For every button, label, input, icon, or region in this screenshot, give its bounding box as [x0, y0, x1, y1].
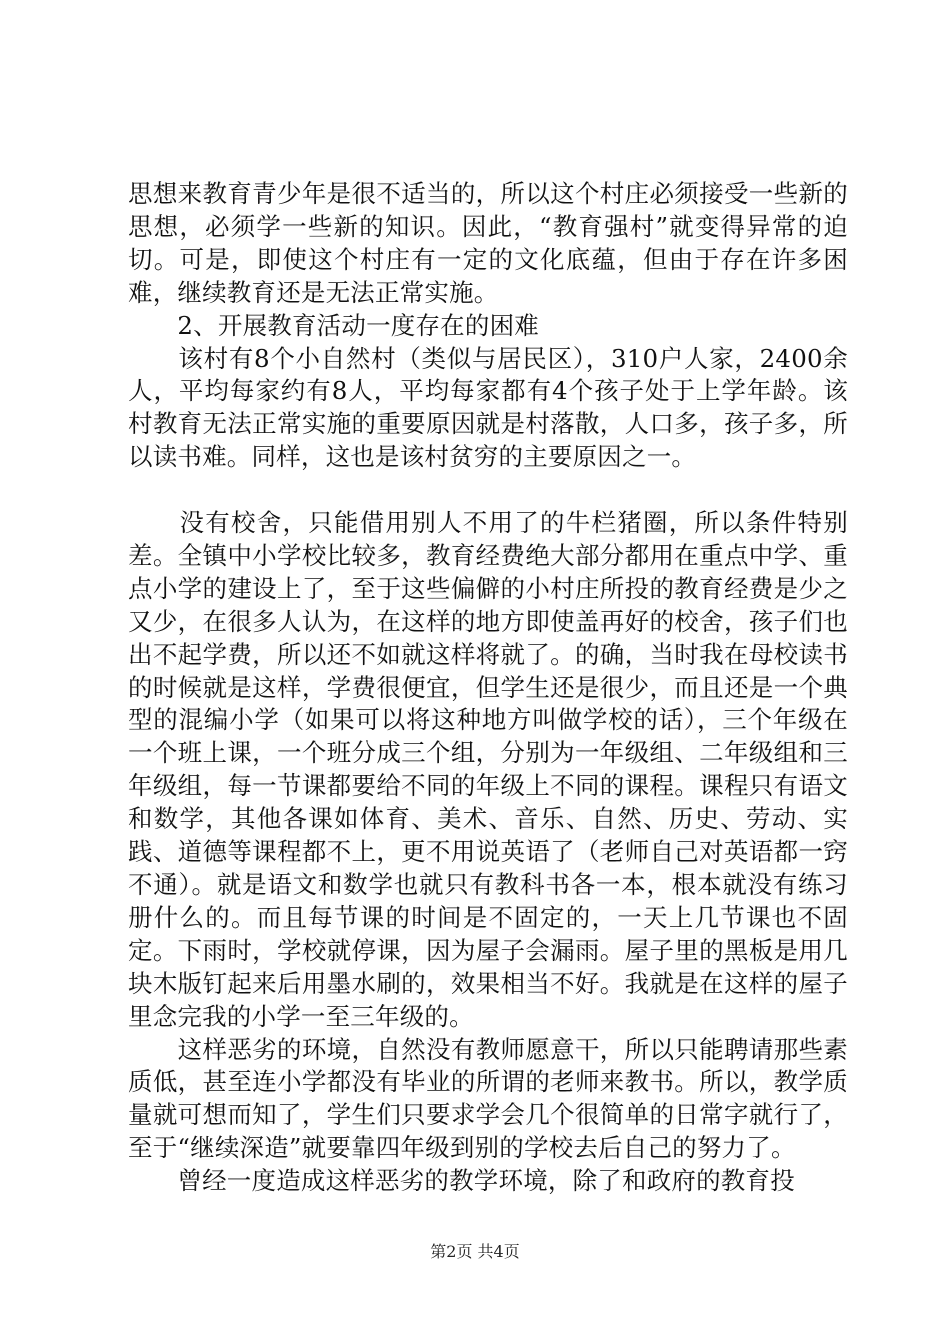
paragraph-3: 该村有8个小自然村（类似与居民区），310户人家，2400余人，平均每家约有8人，平均每家都有4个孩子处于上学年龄。该村教育无法正常实施的重要原因就是村落散，人口多，孩子多，所以读书难。同样，这也是该村贫穷的主要原因之一。	[128, 343, 848, 472]
paragraph-1: 思想来教育青少年是很不适当的，所以这个村庄必须接受一些新的思想，必须学一些新的知识。因此，“教育强村”就变得异常的迫切。可是，即使这个村庄有一定的文化底蕴，但由于存在许多困难，继续教育还是无法正常实施。	[128, 179, 848, 307]
paragraph-2-heading: 2、开展教育活动一度存在的困难	[128, 310, 539, 340]
document-body	[128, 178, 848, 1198]
paragraph-5: 这样恶劣的环境，自然没有教师愿意干，所以只能聘请那些素质低，甚至连小学都没有毕业的所谓的老师来教书。所以，教学质量就可想而知了，学生们只要求学会几个很简单的日常字就行了，至于“继续深造”就要靠四年级到别的学校去后自己的努力了。	[128, 1034, 848, 1163]
paragraph-6: 曾经一度造成这样恶劣的教学环境，除了和政府的教育投	[128, 1166, 795, 1196]
paragraph-4: 没有校舍，只能借用别人不用了的牛栏猪圈，所以条件特别差。全镇中小学校比较多，教育经费绝大部分都用在重点中学、重点小学的建设上了，至于这些偏僻的小村庄所投的教育经费是少之又少，在很多人认为，在这样的地方即使盖再好的校舍，孩子们也出不起学费，所以还不如就这样将就了。的确，当时我在母校读书的时候就是这样，学费很便宜，但学生还是很少，而且还是一个典型的混编小学（如果可以将这种地方叫做学校的话），三个年级在一个班上课，一个班分成三个组，分别为一年级组、二年级组和三年级组，每一节课都要给不同的年级上不同的课程。课程只有语文和数学，其他各课如体育、美术、音乐、自然、历史、劳动、实践、道德等课程都不上，更不用说英语了（老师自己对英语都一窍不通）。就是语文和数学也就只有教科书各一本，根本就没有练习册什么的。而且每节课的时间是不固定的，一天上几节课也不固定。下雨时，学校就停课，因为屋子会漏雨。屋子里的黑板是用几块木版钉起来后用墨水刷的，效果相当不好。我就是在这样的屋子里念完我的小学一至三年级的。	[128, 508, 848, 1031]
page-footer: 第2页 共4页	[430, 1242, 520, 1261]
